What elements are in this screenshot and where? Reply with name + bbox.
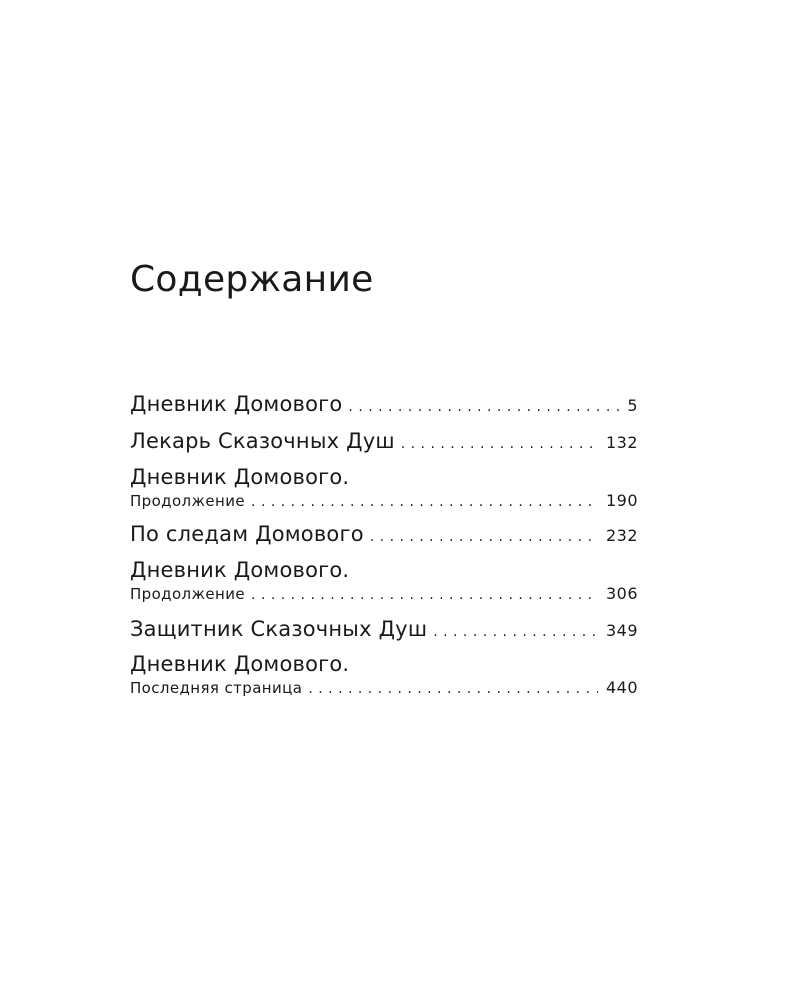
dot-leader — [308, 679, 598, 699]
toc-entry[interactable] — [130, 615, 638, 646]
toc-entry[interactable] — [130, 650, 638, 699]
toc-entry-subtitle: Последняя страница — [130, 679, 303, 697]
toc-entry-line — [130, 678, 638, 699]
dot-leader — [251, 492, 598, 512]
toc-entry-line — [130, 584, 638, 605]
toc-entry-page: 5 — [627, 396, 638, 415]
toc-entry-line — [130, 427, 638, 458]
toc-entry-title: Дневник Домового. — [130, 465, 350, 489]
toc-entry-title: Дневник Домового — [130, 392, 343, 416]
dot-leader — [348, 393, 619, 421]
dot-leader — [401, 430, 598, 458]
toc-entry-page: 306 — [605, 584, 638, 603]
toc-entry-line — [130, 615, 638, 646]
dot-leader — [251, 585, 598, 605]
toc-entry-line — [130, 390, 638, 421]
toc-entry[interactable] — [130, 427, 638, 458]
toc-entry[interactable] — [130, 520, 638, 551]
toc-entry-title: Дневник Домового. — [130, 652, 350, 676]
toc-entry[interactable] — [130, 390, 638, 421]
toc-entry-line — [130, 491, 638, 512]
page-title: Содержание — [130, 259, 374, 300]
toc-entry-page: 190 — [605, 491, 638, 510]
toc-entry-page: 349 — [605, 621, 638, 640]
toc-entry-subtitle: Продолжение — [130, 492, 246, 510]
toc-entry-line — [130, 520, 638, 551]
dot-leader — [433, 618, 598, 646]
dot-leader — [370, 523, 598, 551]
toc-entry-page: 440 — [605, 678, 638, 697]
toc-entry-title: По следам Домового — [130, 522, 364, 546]
toc-entry-subtitle: Продолжение — [130, 585, 246, 603]
toc-entry-title: Лекарь Сказочных Душ — [130, 429, 395, 453]
toc-entry-page: 232 — [605, 526, 638, 545]
toc-entry-title: Дневник Домового. — [130, 558, 350, 582]
toc-entry-title: Защитник Сказочных Душ — [130, 617, 428, 641]
toc-entry[interactable] — [130, 556, 638, 605]
toc-entry-page: 132 — [605, 433, 638, 452]
toc-entry[interactable] — [130, 463, 638, 512]
